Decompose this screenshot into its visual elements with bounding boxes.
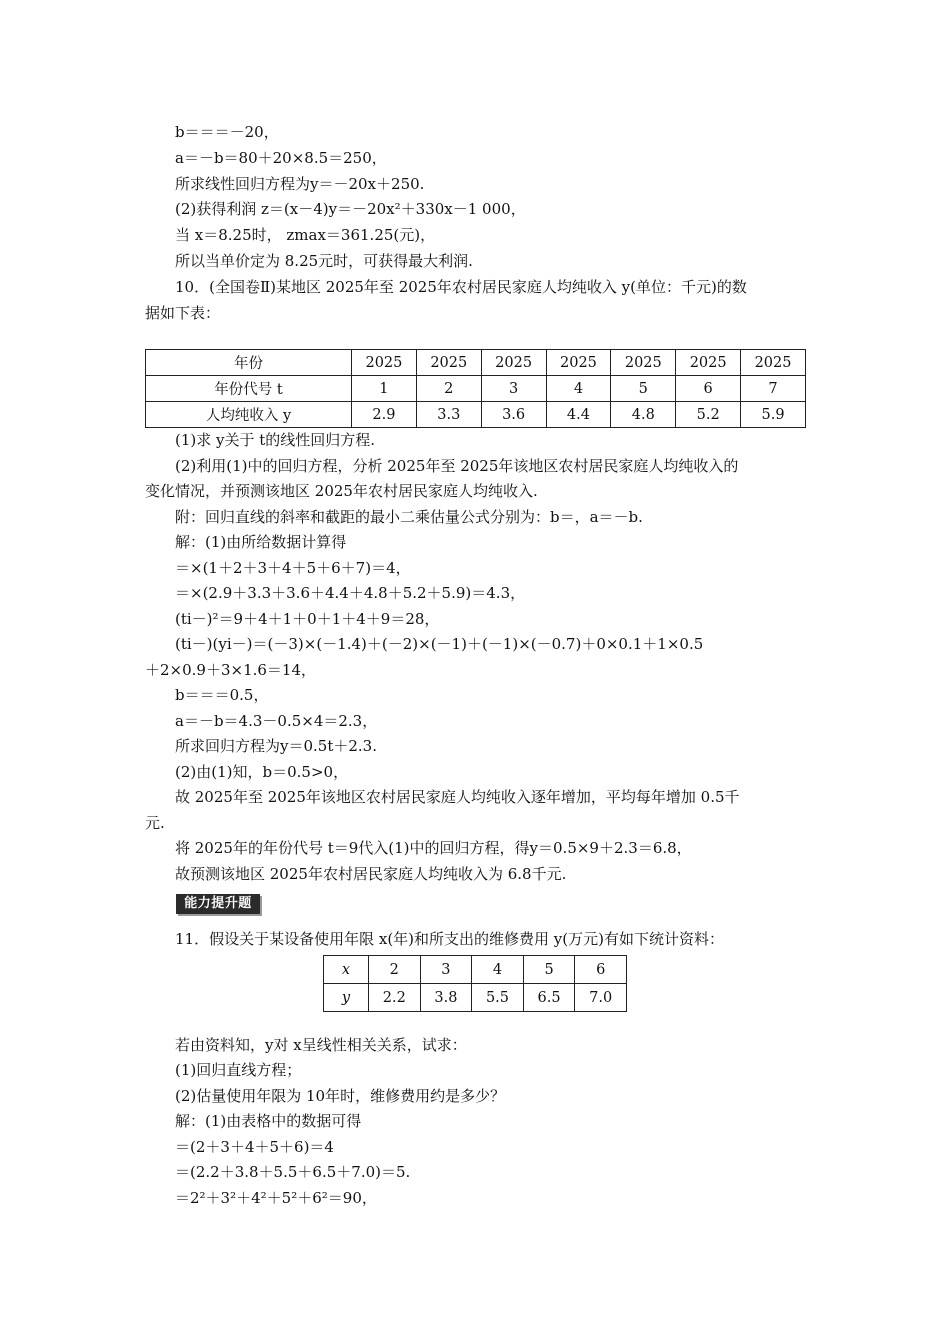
table-cell: 5 xyxy=(523,956,575,984)
table-row xyxy=(146,350,806,376)
text-line: 所以当单价定为 8.25元时，可获得最大利润. xyxy=(175,252,473,270)
text-line: 解：(1)由所给数据计算得 xyxy=(175,533,347,551)
text-line: ＝2²＋3²＋4²＋5²＋6²＝90， xyxy=(175,1189,377,1207)
text-line: 所求线性回归方程为y＝－20x＋250. xyxy=(175,175,425,193)
table-header-cell: x xyxy=(324,956,369,984)
table-cell: 3.6 xyxy=(481,402,546,428)
table-cell: 2025 xyxy=(741,350,806,376)
text-line: 故 2025年至 2025年该地区农村居民家庭人均纯收入逐年增加，平均每年增加 0.5千 xyxy=(175,788,740,806)
text-line: (2)利用(1)中的回归方程，分析 2025年至 2025年该地区农村居民家庭人均纯收入的 xyxy=(175,457,739,475)
table-cell: 5.5 xyxy=(472,984,524,1012)
table-row xyxy=(324,956,627,984)
question-10-line: 10．(全国卷Ⅱ)某地区 2025年至 2025年农村居民家庭人均纯收入 y(单位：千元)的数 xyxy=(175,278,747,296)
text-line: (2)估量使用年限为 10年时，维修费用约是多少？ xyxy=(175,1087,506,1105)
table-cell: 7 xyxy=(741,376,806,402)
text-line: (2)由(1)知，b＝0.5>0， xyxy=(175,763,349,781)
table-cell: 6.5 xyxy=(523,984,575,1012)
table-row xyxy=(146,376,806,402)
table-cell: 2025 xyxy=(352,350,417,376)
table-cell: 2025 xyxy=(546,350,611,376)
table-cell: 3.8 xyxy=(420,984,472,1012)
text-line: ＋2×0.9＋3×1.6＝14， xyxy=(145,661,317,679)
text-line: 附：回归直线的斜率和截距的最小二乘估量公式分别为：b＝，a＝－b. xyxy=(175,508,643,526)
table-cell: 4.8 xyxy=(611,402,676,428)
table-cell: 2.9 xyxy=(352,402,417,428)
text-line: b＝＝＝0.5， xyxy=(175,686,269,704)
table-cell: 2 xyxy=(369,956,421,984)
table-cell: 4 xyxy=(546,376,611,402)
text-line: 若由资料知，y对 x呈线性相关关系，试求： xyxy=(175,1036,467,1054)
table-header-cell: 人均纯收入 y xyxy=(146,402,352,428)
table-cell: 3.3 xyxy=(416,402,481,428)
table-cell: 3 xyxy=(420,956,472,984)
table-cell: 2 xyxy=(416,376,481,402)
table-cell: 2.2 xyxy=(369,984,421,1012)
text-line: (ti－)²＝9＋4＋1＋0＋1＋4＋9＝28， xyxy=(175,610,440,628)
text-line: ＝(2.2＋3.8＋5.5＋6.5＋7.0)＝5. xyxy=(175,1163,411,1181)
table-cell: 4.4 xyxy=(546,402,611,428)
text-line: ＝×(2.9＋3.3＋3.6＋4.4＋4.8＋5.2＋5.9)＝4.3， xyxy=(175,584,526,602)
question-11-line: 11．假设关于某设备使用年限 x(年)和所支出的维修费用 y(万元)有如下统计资料： xyxy=(175,930,724,948)
table-header-cell: 年份 xyxy=(146,350,352,376)
text-line: 变化情况，并预测该地区 2025年农村居民家庭人均纯收入. xyxy=(145,482,538,500)
table-cell: 5.9 xyxy=(741,402,806,428)
text-line: (2)获得利润 z＝(x－4)y＝－20x²＋330x－1 000， xyxy=(175,200,526,218)
table-cell: 7.0 xyxy=(575,984,627,1012)
table-cell: 6 xyxy=(575,956,627,984)
table-cell: 2025 xyxy=(676,350,741,376)
text-line: a＝－b＝80＋20×8.5＝250， xyxy=(175,149,387,167)
text-line: 将 2025年的年份代号 t＝9代入(1)中的回归方程，得y＝0.5×9＋2.3＝6.8， xyxy=(175,839,692,857)
text-line: 故预测该地区 2025年农村居民家庭人均纯收入为 6.8千元. xyxy=(175,865,567,883)
table-row xyxy=(146,402,806,428)
question-10-line: 据如下表： xyxy=(145,304,221,322)
table-header-cell: y xyxy=(324,984,369,1012)
text-line: ＝(2＋3＋4＋5＋6)＝4 xyxy=(175,1138,334,1156)
table-cell: 1 xyxy=(352,376,417,402)
text-line: a＝－b＝4.3－0.5×4＝2.3， xyxy=(175,712,378,730)
table-cell: 4 xyxy=(472,956,524,984)
table-cell: 2025 xyxy=(481,350,546,376)
income-table xyxy=(145,349,806,428)
table-row xyxy=(324,984,627,1012)
text-line: ＝×(1＋2＋3＋4＋5＋6＋7)＝4， xyxy=(175,559,411,577)
table-cell: 3 xyxy=(481,376,546,402)
table-cell: 5.2 xyxy=(676,402,741,428)
text-line: (1)求 y关于 t的线性回归方程. xyxy=(175,431,376,449)
text-line: (ti－)(yi－)＝(－3)×(－1.4)＋(－2)×(－1)＋(－1)×(－0.7)＋0×0.1＋1×0.5 xyxy=(175,635,704,653)
table-cell: 6 xyxy=(676,376,741,402)
table-cell: 5 xyxy=(611,376,676,402)
text-line: 元. xyxy=(145,814,165,832)
text-line: (1)回归直线方程； xyxy=(175,1061,302,1079)
maintenance-table xyxy=(323,955,627,1012)
text-line: 解：(1)由表格中的数据可得 xyxy=(175,1112,362,1130)
text-line: b＝＝＝－20， xyxy=(175,123,279,141)
table-cell: 2025 xyxy=(611,350,676,376)
table-cell: 2025 xyxy=(416,350,481,376)
section-badge: 能力提升题 xyxy=(176,894,260,914)
table-header-cell: 年份代号 t xyxy=(146,376,352,402)
text-line: 所求回归方程为y＝0.5t＋2.3. xyxy=(175,737,377,755)
text-line: 当 x＝8.25时， zmax＝361.25(元)， xyxy=(175,226,436,244)
